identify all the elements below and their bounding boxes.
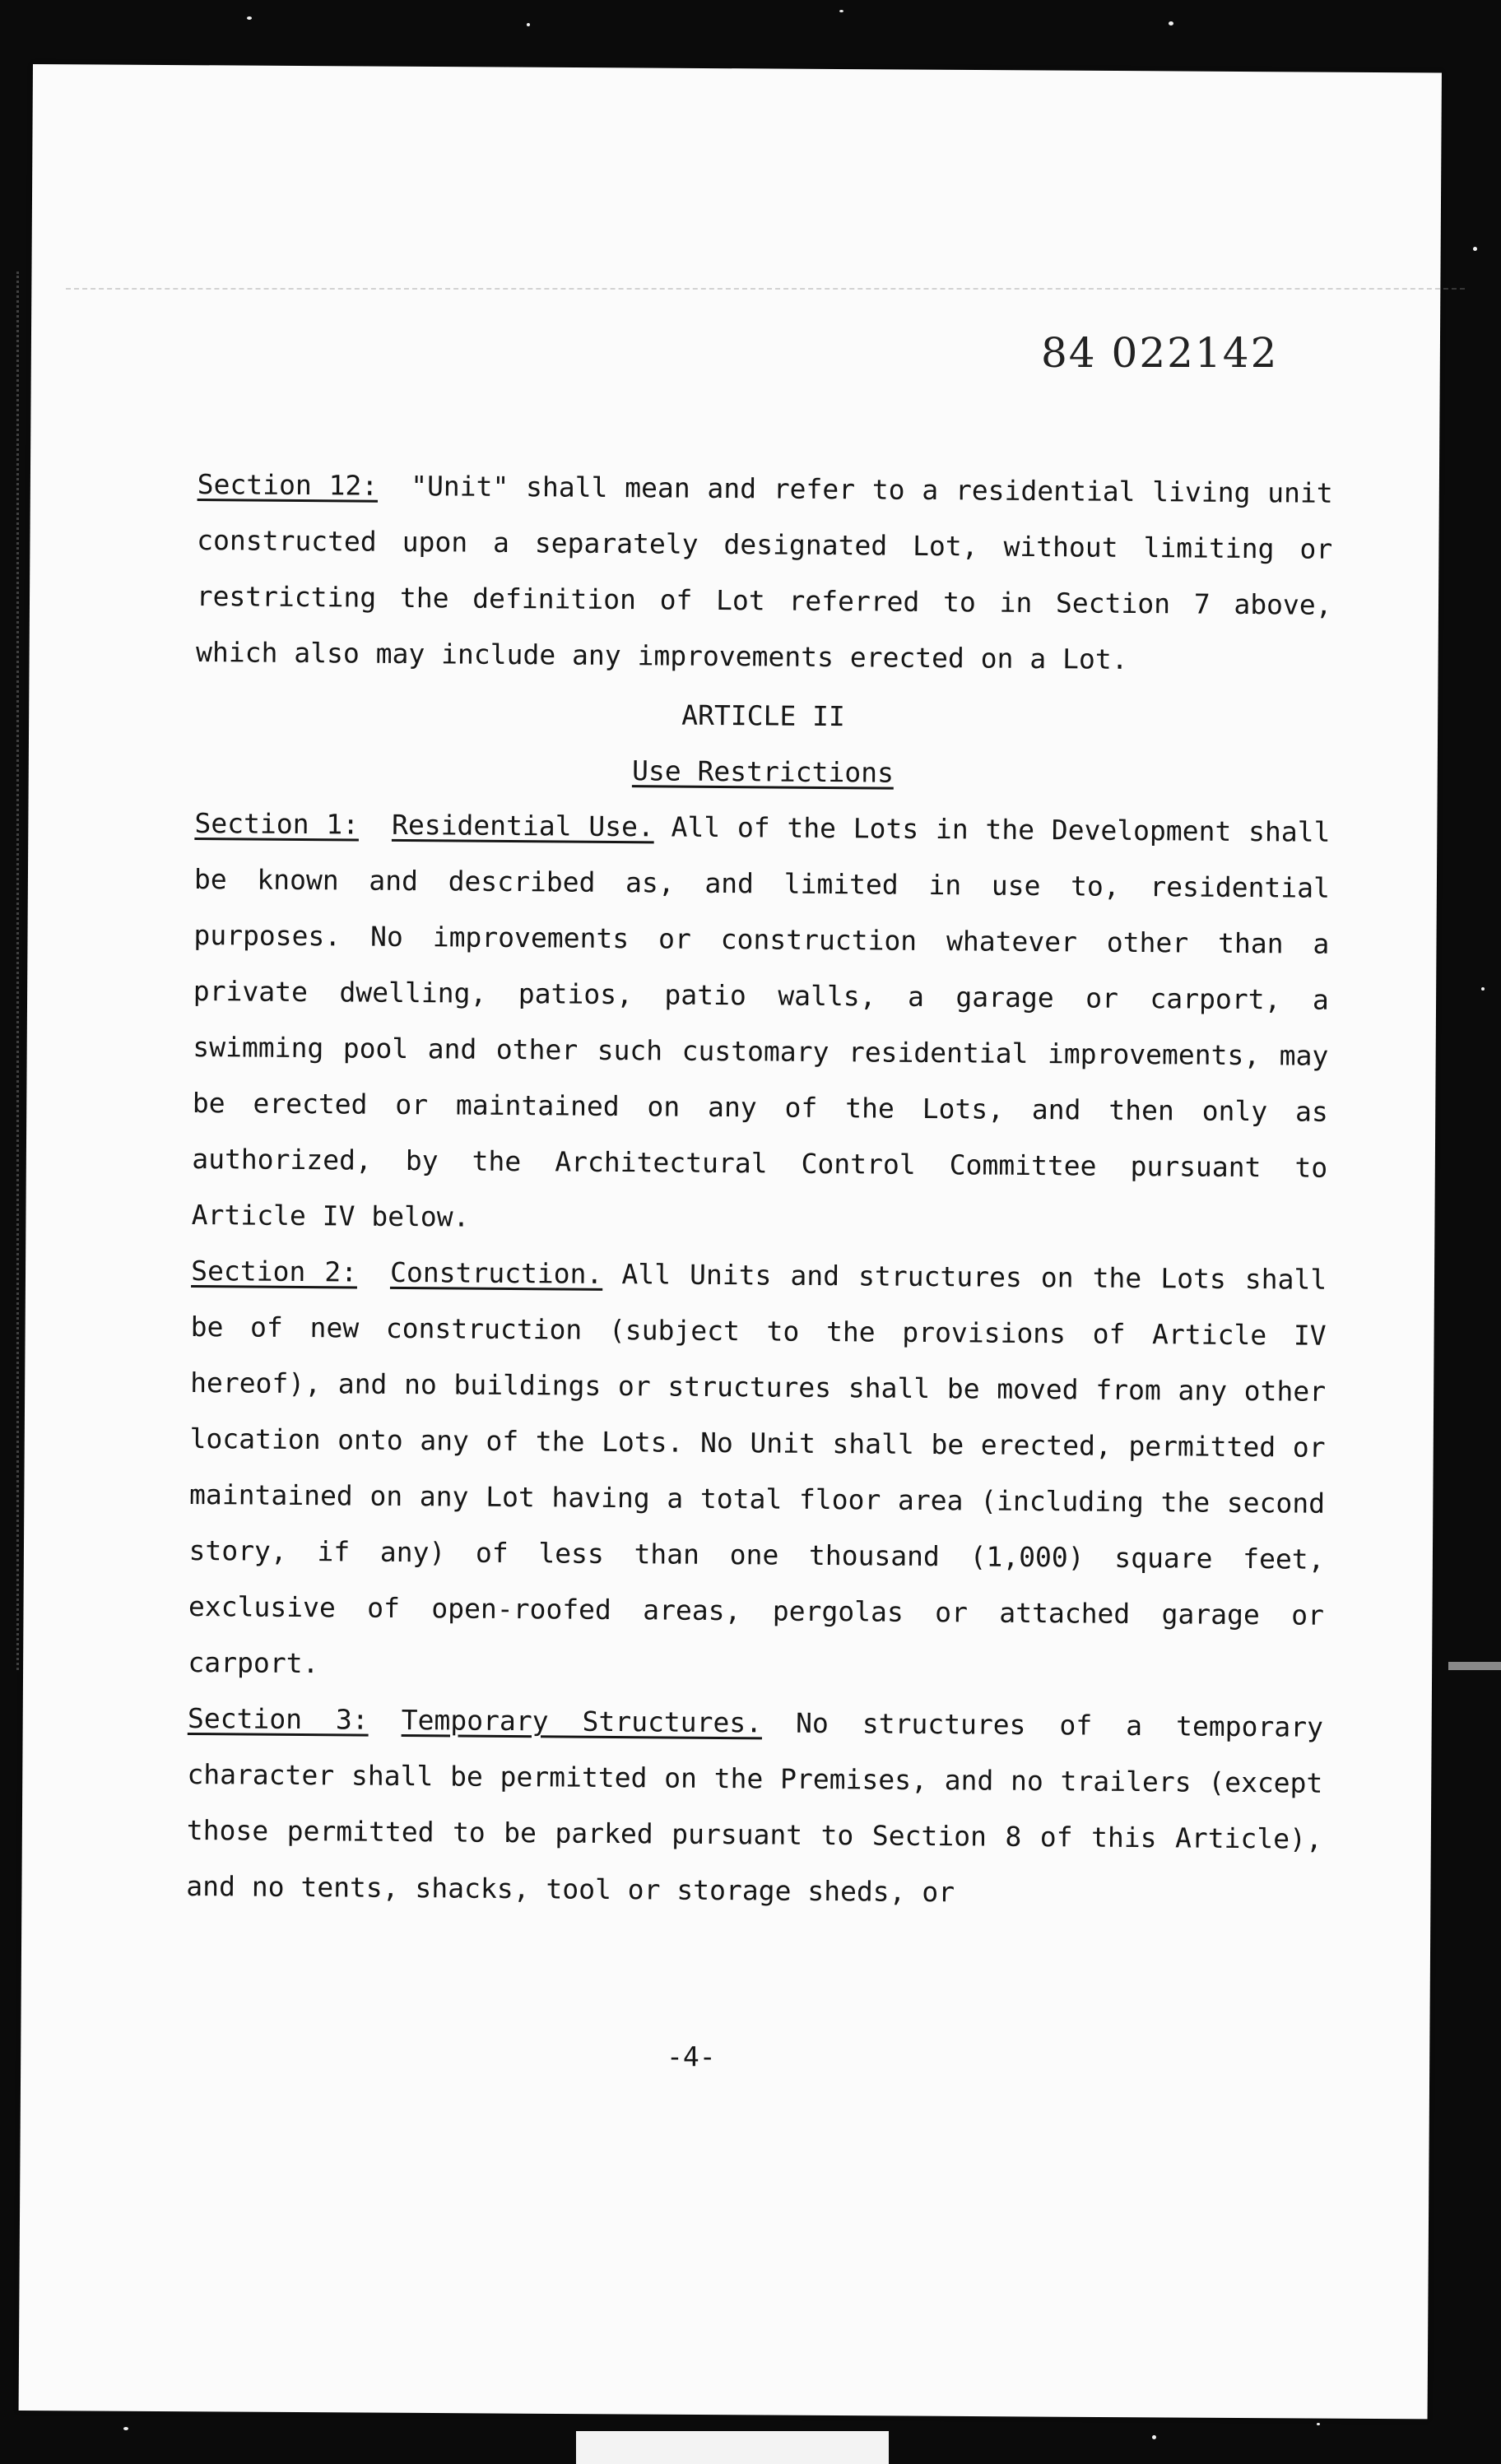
article-subheading: [195, 740, 1331, 805]
section-2-title: Construction.: [389, 1255, 603, 1290]
document-body: [186, 457, 1333, 1923]
section-1-title: Residential Use.: [391, 808, 654, 843]
scan-speck: [1481, 987, 1485, 991]
left-margin-marks: [16, 271, 44, 1670]
scan-speck: [1152, 2435, 1156, 2439]
section-2-paragraph: [188, 1243, 1327, 1700]
scan-speck: [247, 16, 252, 20]
section-3-paragraph: [186, 1691, 1323, 1923]
section-2-text: All Units and structures on the Lots shall be of new construction (subject to the provisions of Article IV hereof), and no buildings or structures shall be moved from any other location onto any of the Lots. No Unit shall be erected, permitted or maintained on any Lot having a total floor area (including the second story, if any) of less than one thousand (1,000) square feet, exclusive of open-roofed areas, pergolas or attached garage or carport.: [188, 1258, 1327, 1680]
document-number: 84 022142: [1041, 329, 1279, 377]
scan-speck: [1473, 247, 1477, 251]
scan-speck: [123, 2427, 128, 2430]
section-2-label: Section 2:: [191, 1254, 358, 1288]
right-edge-mark: [1448, 1662, 1501, 1670]
section-3-title: Temporary Structures.: [401, 1703, 763, 1739]
section-1-text: All of the Lots in the Development shall be known and described as, and limited in use to, residential purposes. No improvements or construction whatever other than a private dwelling, patios, patio walls, a garage or carport, a swimming pool and other such customary residential improvements, may be erected or maintained on any of the Lots, and then only as authorized, by the Architectural Control Committee pursuant to Article IV below.: [191, 810, 1331, 1233]
section-12-paragraph: [196, 457, 1333, 689]
section-3-label: Section 3:: [187, 1701, 369, 1736]
scan-bottom-tab: [576, 2431, 889, 2464]
page-number: -4-: [667, 2040, 716, 2072]
section-1-paragraph: [191, 796, 1330, 1252]
section-12-label: Section 12:: [197, 467, 379, 502]
scan-speck: [839, 10, 843, 12]
section-12-text: "Unit" shall mean and refer to a residential living unit constructed upon a separately designated Lot, without limiting or restricting the definition of Lot referred to in Section 7 above, which also may include any improvements erected on a Lot.: [195, 470, 1333, 675]
section-3-text: No structures of a temporary character shall be permitted on the Premises, and no trailers (except those permitted to be parked pursuant to Section 8 of this Article), and no tents, shacks, tool or storage sheds, or: [186, 1706, 1324, 1909]
article-subheading-text: Use Restrictions: [631, 754, 895, 789]
scan-speck: [527, 23, 530, 26]
scan-speck: [1169, 21, 1173, 26]
scan-speck: [1317, 2423, 1320, 2425]
article-heading: ARTICLE II: [681, 698, 846, 733]
section-1-label: Section 1:: [194, 806, 360, 841]
